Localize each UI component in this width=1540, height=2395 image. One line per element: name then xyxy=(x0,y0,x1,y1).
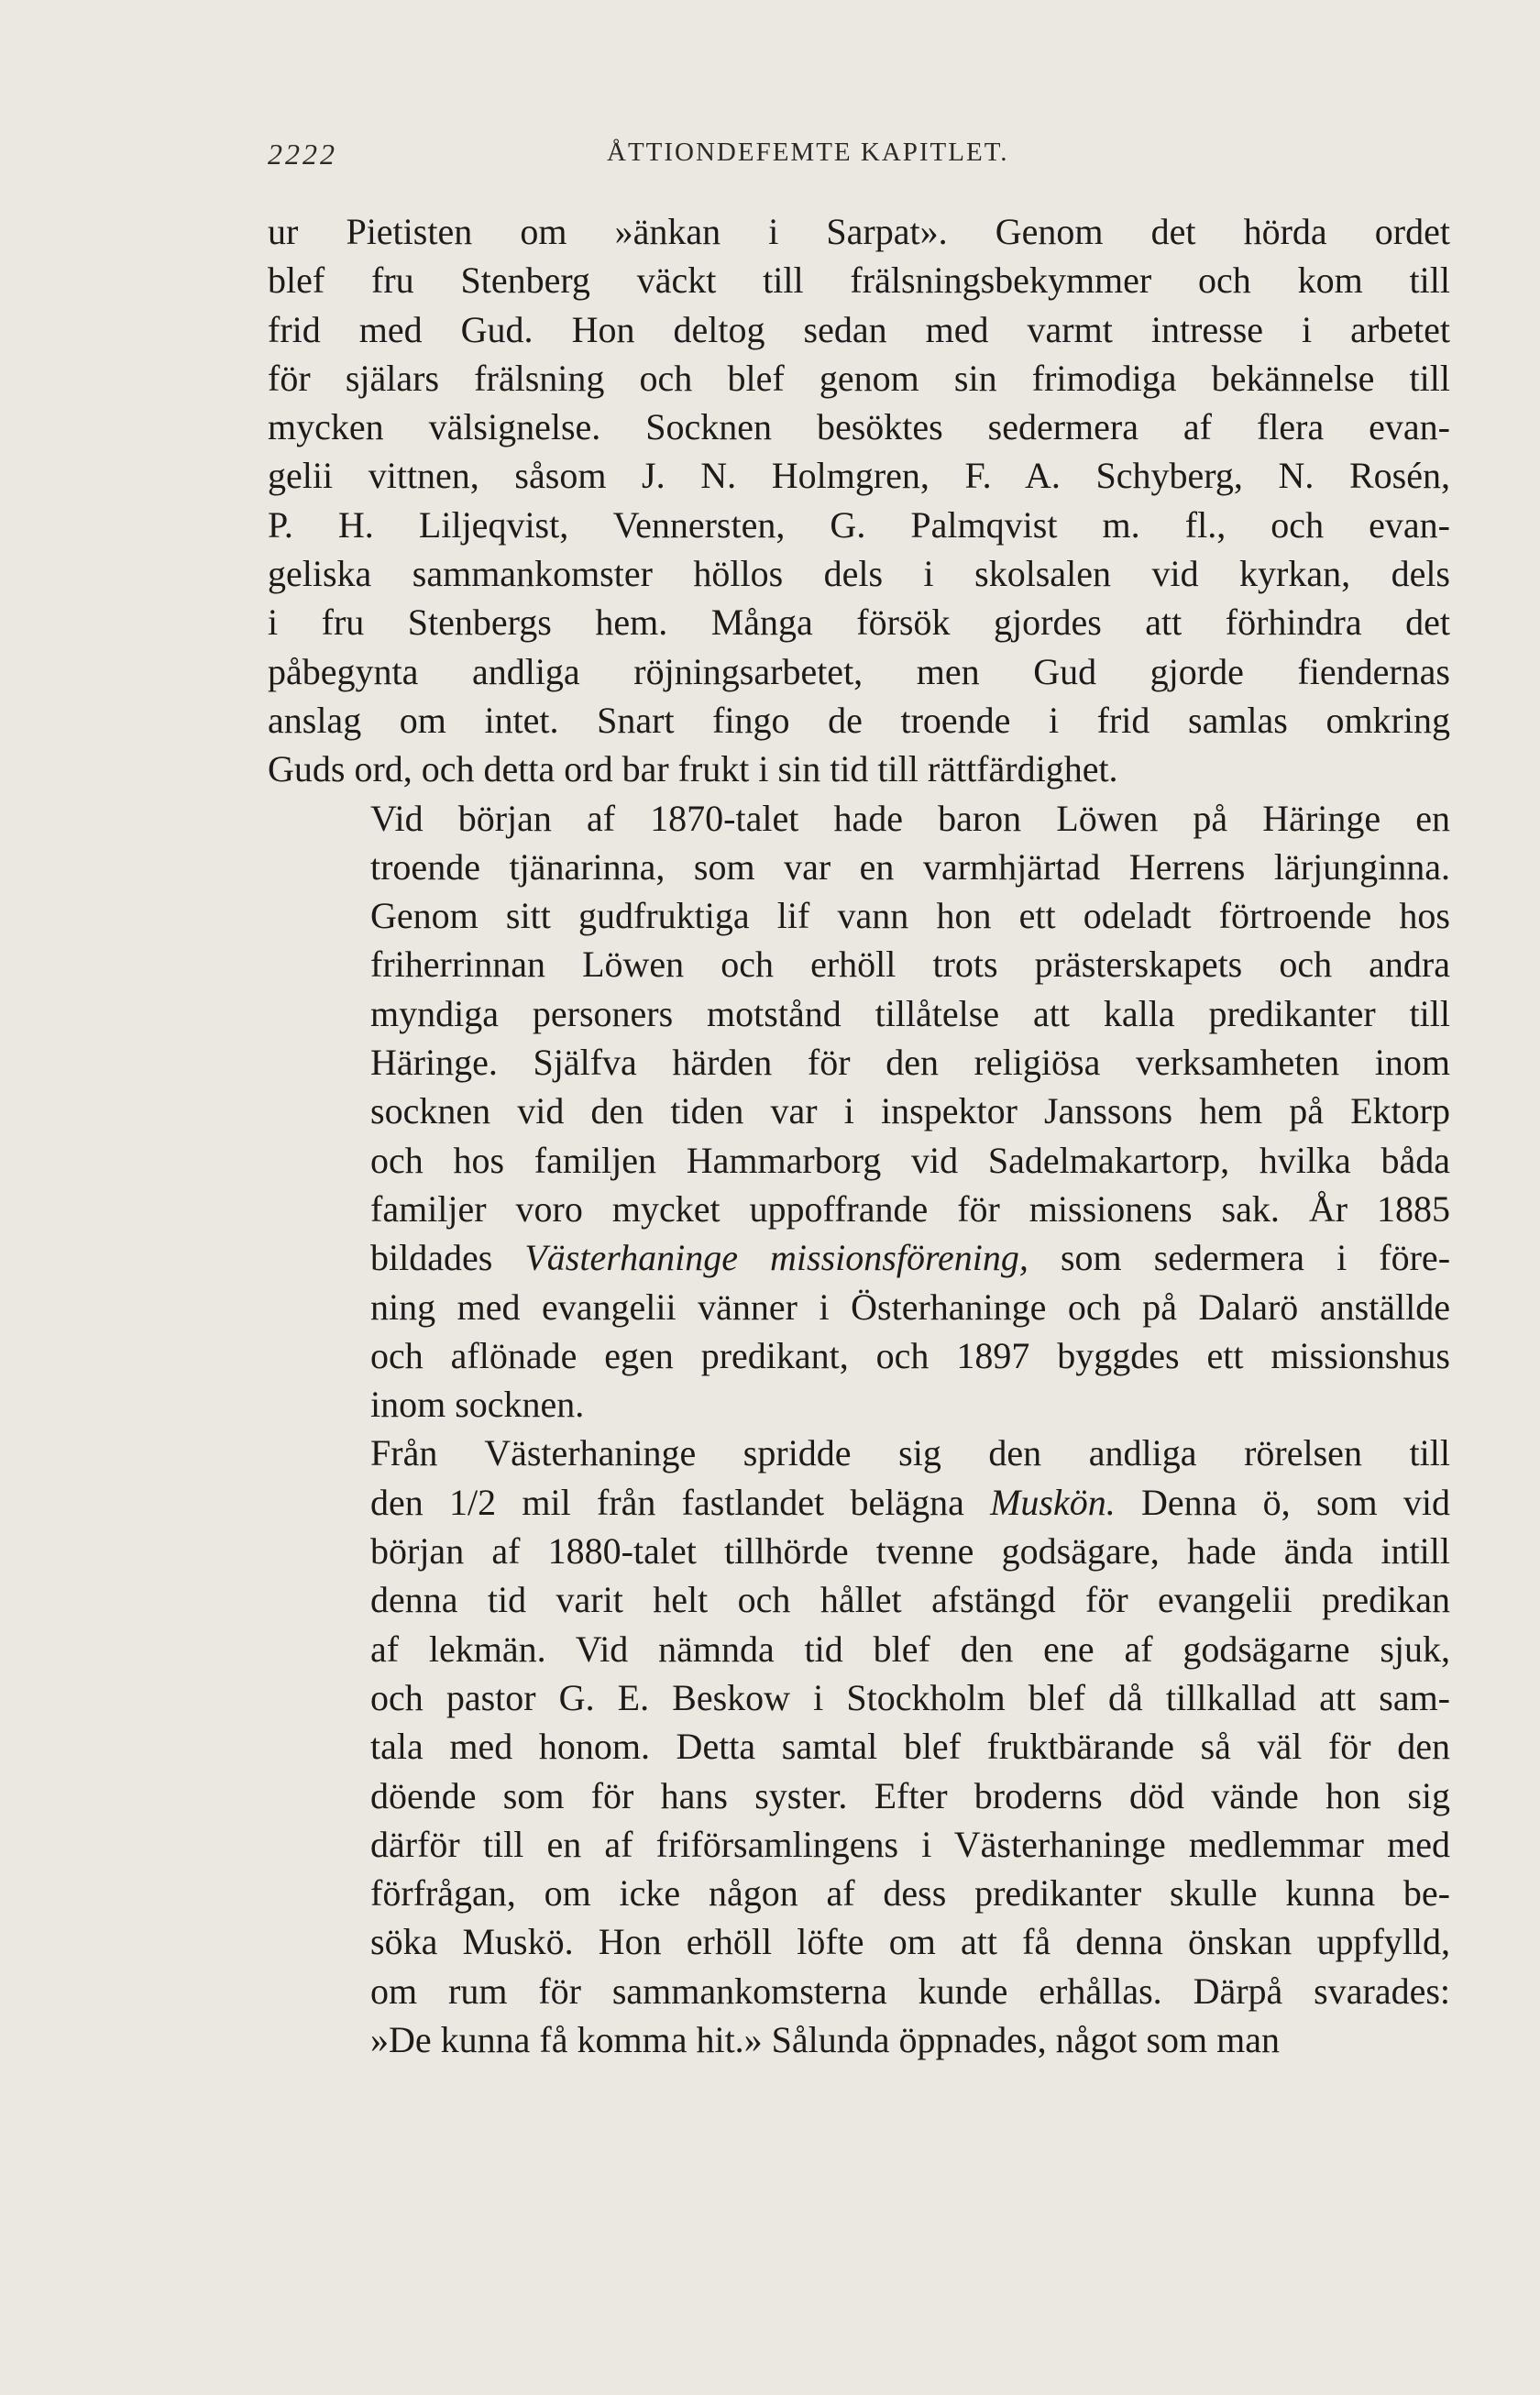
paragraph xyxy=(268,207,1450,794)
text-line: troende tjänarinna, som var en varmhjärtad Herrens lärjunginna. xyxy=(370,845,1450,888)
text-line: denna tid varit helt och hållet afstängd för evangelii predikan xyxy=(370,1579,1450,1621)
text-line: friherrinnan Löwen och erhöll trots prästerskapets och andra xyxy=(370,944,1450,986)
text-line: Häringe. Själfva härden för den religiösa verksamheten inom xyxy=(370,1042,1450,1084)
text-line: förfrågan, om icke någon af dess predikanter skulle kunna be- xyxy=(370,1872,1450,1915)
text-line: af lekmän. Vid nämnda tid blef den ene af godsägarne sjuk, xyxy=(370,1628,1450,1670)
text-line: för själars frälsning och blef genom sin frimodiga bekännelse till xyxy=(268,357,1450,399)
text-line: söka Muskö. Hon erhöll löfte om att få denna önskan uppfylld, xyxy=(370,1921,1450,1963)
text-line: P. H. Liljeqvist, Vennersten, G. Palmqvist m. fl., och evan- xyxy=(268,503,1450,546)
text-line: »De kunna få komma hit.» Sålunda öppnades, något som man xyxy=(370,2018,1281,2060)
text-line: och pastor G. E. Beskow i Stockholm blef då tillkallad att sam- xyxy=(370,1676,1450,1718)
text-line: ur Pietisten om »änkan i Sarpat». Genom det hörda ordet xyxy=(268,211,1450,252)
text-line: därför till en af friförsamlingens i Västerhaninge medlemmar med xyxy=(370,1823,1450,1865)
page-header xyxy=(268,138,1450,183)
text-line: början af 1880-talet tillhörde tvenne godsägare, hade ända intill xyxy=(370,1530,1450,1573)
page-number: 2222 xyxy=(268,138,337,171)
text-line: Från Västerhaninge spridde sig den andliga rörelsen till xyxy=(370,1432,1450,1474)
text-line: inom socknen. xyxy=(370,1384,585,1426)
text-line: den 1/2 mil från fastlandet belägna Muskön. Denna ö, som vid xyxy=(370,1481,1451,1523)
text-line: ning med evangelii vänner i Österhaninge och på Dalarö anställde xyxy=(370,1286,1450,1328)
text-line: frid med Gud. Hon deltog sedan med varmt intresse i arbetet xyxy=(268,308,1450,350)
text-line: Genom sitt gudfruktiga lif vann hon ett odeladt förtroende hos xyxy=(370,895,1450,937)
paragraph xyxy=(268,1429,1450,2064)
text-line: bildades Västerhaninge missionsförening, som sedermera i före- xyxy=(370,1237,1451,1279)
text-line: myndiga personers motstånd tillåtelse att kalla predikanter till xyxy=(370,992,1450,1034)
text-line: Guds ord, och detta ord bar frukt i sin tid till rättfärdighet. xyxy=(268,748,1118,790)
text-line: blef fru Stenberg väckt till frälsningsbekymmer och kom till xyxy=(268,259,1450,302)
text-line: familjer voro mycket uppoffrande för missionens sak. År 1885 xyxy=(370,1187,1450,1230)
paragraph xyxy=(268,794,1450,1429)
text-line: om rum för sammankomsterna kunde erhållas. Därpå svarades: xyxy=(370,1970,1450,2012)
text-line: påbegynta andliga röjningsarbetet, men Gud gjorde fiendernas xyxy=(268,650,1450,692)
text-line: tala med honom. Detta samtal blef fruktbärande så väl för den xyxy=(370,1726,1450,1768)
text-line: mycken välsignelse. Socknen besöktes sedermera af flera evan- xyxy=(268,406,1450,448)
text-line: och aflönade egen predikant, och 1897 byggdes ett missionshus xyxy=(370,1334,1450,1376)
text-line: gelii vittnen, såsom J. N. Holmgren, F. A. Schyberg, N. Rosén, xyxy=(268,455,1450,497)
text-line: i fru Stenbergs hem. Många försök gjordes att förhindra det xyxy=(268,602,1450,644)
text-line: socknen vid den tiden var i inspektor Janssons hem på Ektorp xyxy=(370,1090,1450,1132)
text-line: anslag om intet. Snart fingo de troende i frid samlas omkring xyxy=(268,699,1450,741)
text-line: döende som för hans syster. Efter broderns död vände hon sig xyxy=(370,1774,1450,1816)
text-line: geliska sammankomster höllos dels i skolsalen vid kyrkan, dels xyxy=(268,553,1450,595)
body-text xyxy=(268,207,1450,2064)
running-head: ÅTTIONDEFEMTE KAPITLET. xyxy=(607,138,1009,167)
text-line: Vid början af 1870-talet hade baron Löwen på Häringe en xyxy=(370,797,1450,839)
text-line: och hos familjen Hammarborg vid Sadelmakartorp, hvilka båda xyxy=(370,1139,1450,1181)
